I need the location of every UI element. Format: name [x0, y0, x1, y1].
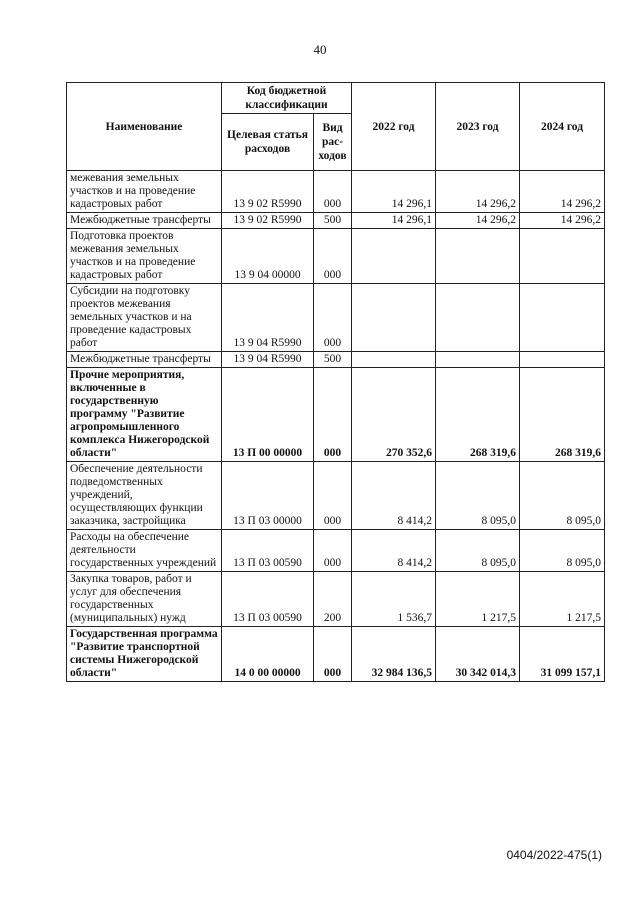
row-expense-type: 000: [314, 229, 352, 284]
row-target-code: 13 9 04 R5990: [222, 352, 314, 368]
row-name: Межбюджетные трансферты: [67, 352, 222, 368]
row-expense-type: 000: [314, 627, 352, 682]
row-target-code: 13 9 04 00000: [222, 229, 314, 284]
row-name: Закупка товаров, работ и услуг для обеспечения государственных (муниципальных) нужд: [67, 572, 222, 627]
row-target-code: 13 9 04 R5990: [222, 284, 314, 352]
row-value-2023: 14 296,2: [436, 171, 520, 213]
row-value-2024: 268 319,6: [520, 368, 605, 462]
row-name: Прочие мероприятия, включенные в государственную программу "Развитие агропромышленного комплекса Нижегородской области": [67, 368, 222, 462]
row-value-2022: 14 296,1: [352, 171, 436, 213]
table-row: [67, 627, 605, 682]
header-name: Наименование: [67, 83, 222, 171]
row-target-code: 13 9 02 R5990: [222, 213, 314, 229]
row-value-2022: 32 984 136,5: [352, 627, 436, 682]
row-value-2022: 8 414,2: [352, 462, 436, 530]
row-value-2024: [520, 229, 605, 284]
row-expense-type: 000: [314, 171, 352, 213]
row-value-2024: 14 296,2: [520, 171, 605, 213]
row-name: межевания земельных участков и на проведение кадастровых работ: [67, 171, 222, 213]
table-row: [67, 368, 605, 462]
row-target-code: 13 П 00 00000: [222, 368, 314, 462]
row-value-2024: [520, 352, 605, 368]
table-row: [67, 213, 605, 229]
row-value-2022: [352, 284, 436, 352]
row-value-2022: 8 414,2: [352, 530, 436, 572]
row-value-2022: [352, 352, 436, 368]
row-value-2023: [436, 284, 520, 352]
page-number: 40: [313, 42, 327, 57]
document-number: 0404/2022-475(1): [506, 848, 602, 862]
row-value-2023: 8 095,0: [436, 462, 520, 530]
budget-table: [66, 82, 605, 682]
row-expense-type: 000: [314, 462, 352, 530]
table-row: [67, 462, 605, 530]
row-value-2022: 270 352,6: [352, 368, 436, 462]
row-target-code: 13 П 03 00000: [222, 462, 314, 530]
row-expense-type: 000: [314, 530, 352, 572]
header-expense-type: Вид рас- ходов: [314, 114, 352, 171]
row-value-2024: 31 099 157,1: [520, 627, 605, 682]
header-2023: 2023 год: [436, 83, 520, 171]
row-value-2023: 30 342 014,3: [436, 627, 520, 682]
row-name: Расходы на обеспечение деятельности государственных учреждений: [67, 530, 222, 572]
row-value-2024: 8 095,0: [520, 530, 605, 572]
header-code-group: Код бюджетной классификации: [222, 83, 352, 114]
table-row: [67, 171, 605, 213]
header-2024: 2024 год: [520, 83, 605, 171]
row-value-2022: 14 296,1: [352, 213, 436, 229]
row-value-2023: 14 296,2: [436, 213, 520, 229]
row-target-code: 13 П 03 00590: [222, 530, 314, 572]
row-expense-type: 200: [314, 572, 352, 627]
row-value-2024: 8 095,0: [520, 462, 605, 530]
table-row: [67, 352, 605, 368]
row-value-2022: 1 536,7: [352, 572, 436, 627]
row-name: Государственная программа "Развитие транспортной системы Нижегородской области": [67, 627, 222, 682]
table-row: [67, 284, 605, 352]
row-value-2024: 1 217,5: [520, 572, 605, 627]
row-value-2023: 8 095,0: [436, 530, 520, 572]
row-expense-type: 500: [314, 352, 352, 368]
row-target-code: 14 0 00 00000: [222, 627, 314, 682]
row-value-2022: [352, 229, 436, 284]
row-target-code: 13 9 02 R5990: [222, 171, 314, 213]
row-name: Обеспечение деятельности подведомственных учреждений, осуществляющих функции заказчика, застройщика: [67, 462, 222, 530]
row-name: Межбюджетные трансферты: [67, 213, 222, 229]
table-row: [67, 530, 605, 572]
header-target-article: Целевая статья расходов: [222, 114, 314, 171]
row-value-2023: [436, 229, 520, 284]
row-expense-type: 000: [314, 284, 352, 352]
row-target-code: 13 П 03 00590: [222, 572, 314, 627]
table-row: [67, 572, 605, 627]
row-value-2023: 1 217,5: [436, 572, 520, 627]
table-body: [67, 171, 605, 682]
row-value-2024: [520, 284, 605, 352]
row-name: Подготовка проектов межевания земельных участков и на проведение кадастровых работ: [67, 229, 222, 284]
table-row: [67, 229, 605, 284]
row-value-2024: 14 296,2: [520, 213, 605, 229]
row-name: Субсидии на подготовку проектов межевания земельных участков и на проведение кадастровых работ: [67, 284, 222, 352]
row-expense-type: 500: [314, 213, 352, 229]
row-value-2023: [436, 352, 520, 368]
header-2022: 2022 год: [352, 83, 436, 171]
row-value-2023: 268 319,6: [436, 368, 520, 462]
row-expense-type: 000: [314, 368, 352, 462]
